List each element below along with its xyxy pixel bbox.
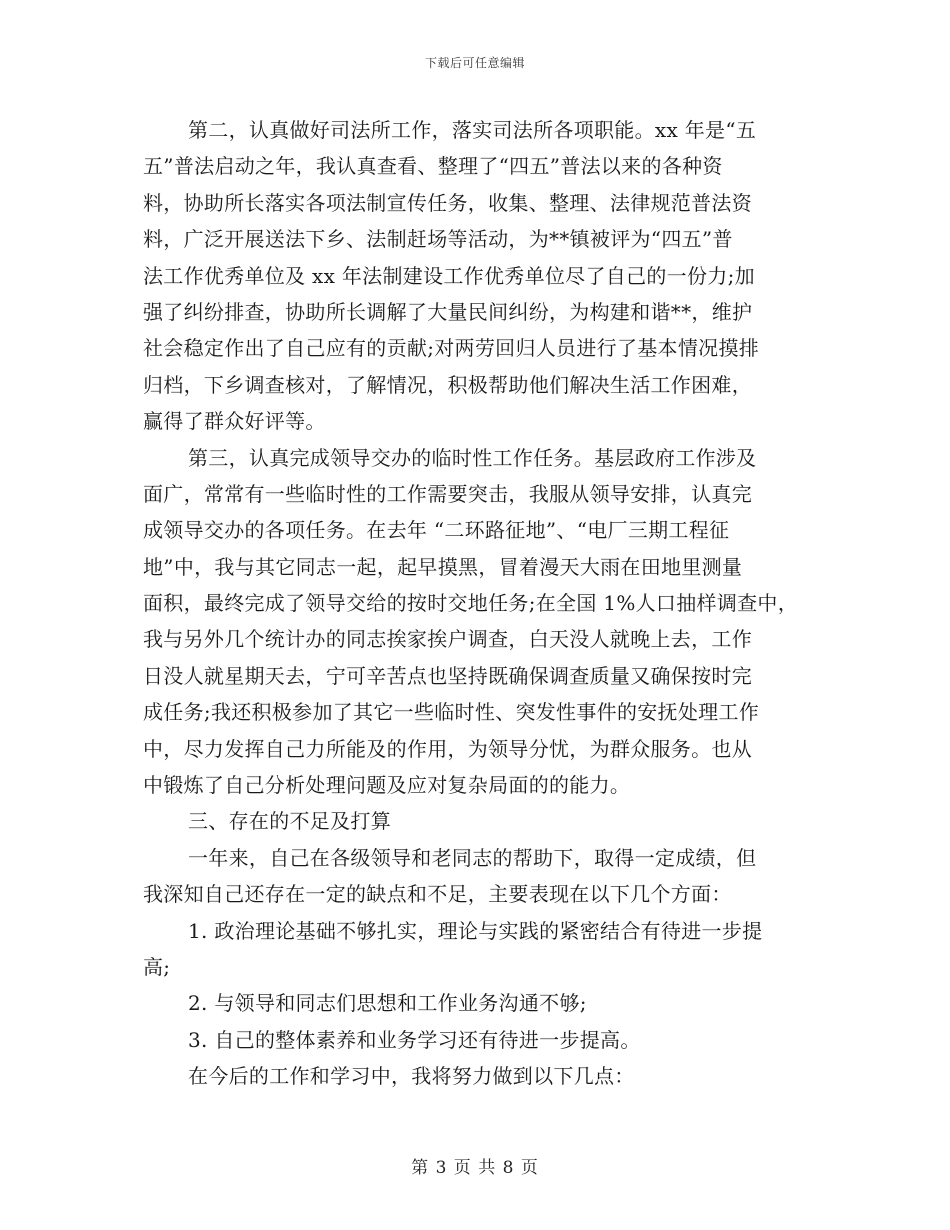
list-item: 2. 与领导和同志们思想和工作业务沟通不够; bbox=[188, 991, 587, 1016]
paragraph-line: 归档，下乡调查核对，了解情况，积极帮助他们解决生活工作困难， bbox=[143, 372, 752, 397]
paragraph-line: 一年来，自己在各级领导和老同志的帮助下，取得一定成绩，但 bbox=[188, 845, 757, 870]
paragraph-line: 赢得了群众好评等。 bbox=[143, 409, 326, 434]
paragraph-line: 面积，最终完成了领导交给的按时交地任务;在全国 1%人口抽样调查中， bbox=[143, 591, 799, 616]
paragraph-line: 第三，认真完成领导交办的临时性工作任务。基层政府工作涉及 bbox=[188, 445, 757, 470]
section-heading: 三、存在的不足及打算 bbox=[188, 809, 391, 834]
paragraph-line: 在今后的工作和学习中，我将努力做到以下几点： bbox=[188, 1064, 635, 1089]
paragraph-line: 中，尽力发挥自己力所能及的作用，为领导分忧，为群众服务。也从 bbox=[143, 736, 752, 761]
list-item: 3. 自己的整体素养和业务学习还有待进一步提高。 bbox=[188, 1027, 641, 1052]
paragraph-line: 我深知自己还存在一定的缺点和不足，主要表现在以下几个方面： bbox=[143, 882, 732, 907]
paragraph-line: 成任务;我还积极参加了其它一些临时性、突发性事件的安抚处理工作 bbox=[143, 700, 760, 725]
paragraph-line: 我与另外几个统计办的同志挨家挨户调查，白天没人就晚上去，工作 bbox=[143, 627, 752, 652]
paragraph-line: 成领导交办的各项任务。在去年 “二环路征地”、“电厂三期工程征 bbox=[143, 518, 730, 543]
paragraph-line: 面广，常常有一些临时性的工作需要突击，我服从领导安排，认真完 bbox=[143, 481, 752, 506]
paragraph-line: 料，协助所长落实各项法制宣传任务，收集、整理、法律规范普法资 bbox=[143, 190, 752, 215]
paragraph-line: 五”普法启动之年，我认真查看、整理了“四五”普法以来的各种资 bbox=[143, 154, 723, 179]
paragraph-line: 料，广泛开展送法下乡、法制赶场等活动，为**镇被评为“四五”普 bbox=[143, 227, 733, 252]
paragraph-line: 地”中，我与其它同志一起，起早摸黑，冒着漫天大雨在田地里测量 bbox=[143, 554, 743, 579]
paragraph-line: 第二，认真做好司法所工作，落实司法所各项职能。xx 年是“五 bbox=[188, 118, 757, 142]
page-header: 下载后可任意编辑 bbox=[424, 56, 525, 70]
body-text bbox=[143, 112, 811, 1095]
paragraph-line: 强了纠纷排查，协助所长调解了大量民间纠纷，为构建和谐**，维护 bbox=[143, 299, 753, 324]
paragraph-line: 法工作优秀单位及 xx 年法制建设工作优秀单位尽了自己的一份力;加 bbox=[143, 263, 755, 288]
list-item-continuation: 高; bbox=[143, 954, 171, 979]
paragraph-line: 社会稳定作出了自己应有的贡献;对两劳回归人员进行了基本情况摸排 bbox=[143, 336, 760, 361]
paragraph-line: 日没人就星期天去，宁可辛苦点也坚持既确保调查质量又确保按时完 bbox=[143, 663, 752, 688]
page-footer: 第 3 页 共 8 页 bbox=[411, 1158, 539, 1178]
list-item: 1. 政治理论基础不够扎实，理论与实践的紧密结合有待进一步提 bbox=[188, 918, 763, 943]
paragraph-line: 中锻炼了自己分析处理问题及应对复杂局面的的能力。 bbox=[143, 773, 631, 798]
